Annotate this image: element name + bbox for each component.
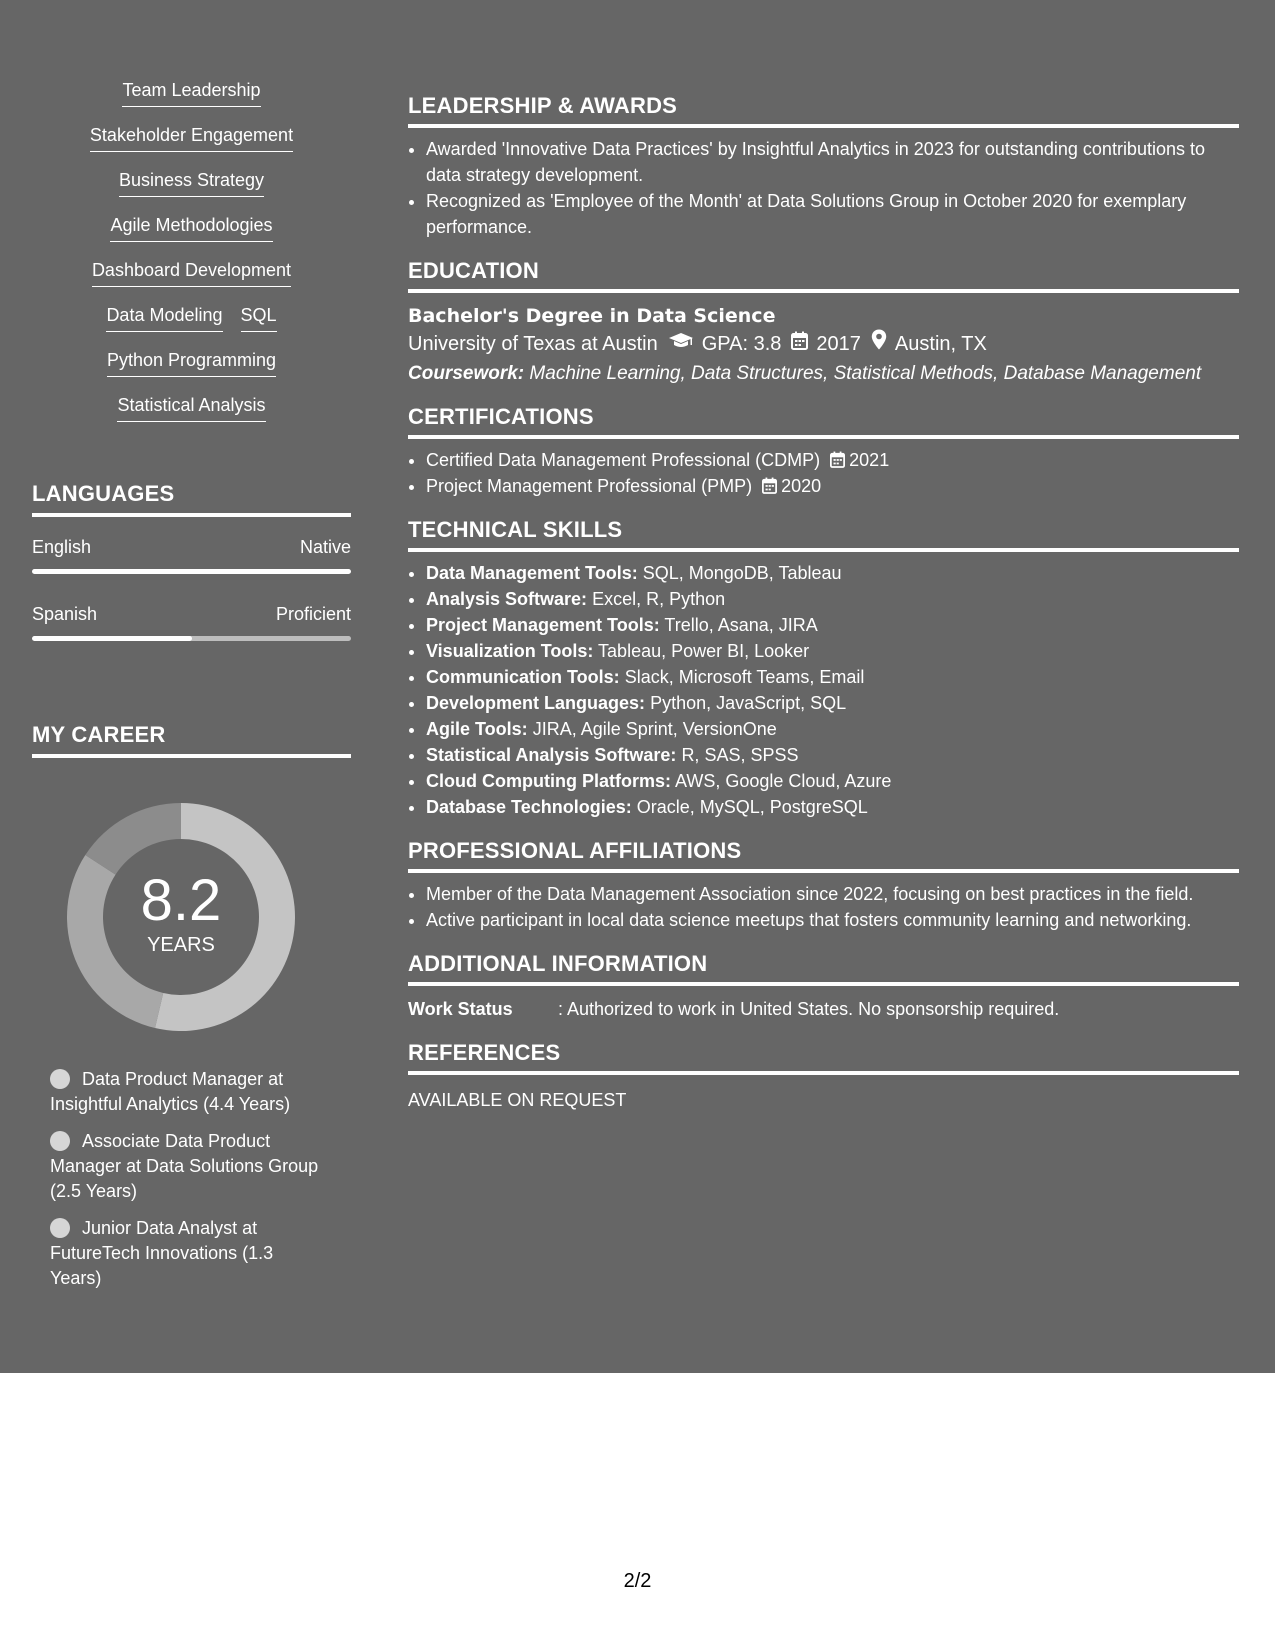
legend-dot-icon [50, 1131, 70, 1151]
language-level-bar [32, 569, 351, 574]
education-section [408, 258, 1239, 386]
technical-skill-value: Slack, Microsoft Teams, Email [624, 667, 865, 687]
skill-tag: SQL [241, 303, 277, 332]
technical-skill-item [426, 742, 1239, 768]
coursework-label: Coursework: [408, 363, 525, 384]
map-pin-icon [871, 329, 887, 359]
career-legend-item [50, 1067, 320, 1117]
technical-skill-label: Development Languages: [426, 693, 646, 713]
skill-tag: Python Programming [107, 348, 276, 377]
skill-tag-row [122, 78, 260, 123]
languages-section [32, 481, 351, 641]
certification-year [762, 476, 821, 496]
language-line [32, 602, 351, 626]
technical-skill-label: Communication Tools: [426, 667, 620, 687]
language-item [32, 602, 351, 641]
skill-tag-row [107, 348, 276, 393]
technical-skills-section [408, 517, 1239, 820]
skill-tag-row [90, 123, 293, 168]
certification-item [426, 473, 1239, 499]
leadership-section [408, 93, 1239, 240]
career-legend-text: Data Product Manager at Insightful Analytics (4.4 Years) [50, 1069, 291, 1114]
technical-skill-value: JIRA, Agile Sprint, VersionOne [532, 719, 777, 739]
language-level: Native [299, 537, 351, 557]
education-heading: EDUCATION [408, 258, 1239, 293]
education-location: Austin, TX [894, 333, 987, 355]
technical-skill-item [426, 560, 1239, 586]
career-legend-text: Associate Data Product Manager at Data Solutions Group (2.5 Years) [50, 1131, 319, 1201]
technical-skill-value: Tableau, Power BI, Looker [598, 641, 810, 661]
technical-skill-value: Oracle, MySQL, PostgreSQL [636, 797, 868, 817]
page-number: 2/2 [623, 1570, 652, 1592]
affiliation-item: • Active participant in local data science meetups that fosters community learning and networking. [426, 907, 1239, 933]
award-item: • Recognized as 'Employee of the Month' at Data Solutions Group in October 2020 for exemplary performance. [426, 188, 1239, 240]
career-legend-text: Junior Data Analyst at FutureTech Innovations (1.3 Years) [50, 1218, 274, 1288]
graduation-cap-icon [668, 329, 694, 359]
additional-info-heading: ADDITIONAL INFORMATION [408, 951, 1239, 986]
leadership-heading: LEADERSHIP & AWARDS [408, 93, 1239, 128]
certification-year-text: 2020 [781, 476, 822, 496]
technical-skill-item [426, 586, 1239, 612]
career-donut-chart [67, 803, 295, 1031]
career-legend-item [50, 1129, 320, 1204]
technical-skill-item [426, 690, 1239, 716]
main-content [408, 93, 1239, 1131]
education-degree: Bachelor's Degree in Data Science [408, 305, 776, 327]
skill-tag-row [117, 393, 265, 438]
skill-tag: Agile Methodologies [110, 213, 272, 242]
language-level: Proficient [275, 604, 351, 624]
technical-skill-label: Visualization Tools: [426, 641, 594, 661]
skill-tag: Stakeholder Engagement [90, 123, 293, 152]
technical-skill-value: Trello, Asana, JIRA [664, 615, 818, 635]
work-status-value: : Authorized to work in United States. No sponsorship required. [558, 999, 1060, 1019]
skill-tag: Dashboard Development [92, 258, 291, 287]
references-section [408, 1040, 1239, 1113]
languages-heading: LANGUAGES [32, 481, 351, 517]
legend-dot-icon [50, 1069, 70, 1089]
language-level-fill [32, 569, 351, 574]
certification-name: Certified Data Management Professional (CDMP) [426, 450, 821, 470]
technical-skill-label: Project Management Tools: [426, 615, 660, 635]
skill-tag-row [119, 168, 264, 213]
skill-tag: Data Modeling [106, 303, 222, 332]
skill-tag: Statistical Analysis [117, 393, 265, 422]
career-legend-item [50, 1216, 320, 1291]
career-total-unit: YEARS [147, 934, 215, 956]
education-school: University of Texas at Austin [408, 333, 658, 355]
affiliations-list [408, 881, 1239, 933]
technical-skills-heading: TECHNICAL SKILLS [408, 517, 1239, 552]
skills-list [32, 78, 351, 438]
languages-list [32, 535, 351, 641]
technical-skill-label: Cloud Computing Platforms: [426, 771, 671, 791]
technical-skill-label: Agile Tools: [426, 719, 528, 739]
education-gpa: GPA: 3.8 [701, 333, 782, 355]
references-heading: REFERENCES [408, 1040, 1239, 1075]
certifications-section [408, 404, 1239, 499]
certification-name: Project Management Professional (PMP) [426, 476, 753, 496]
coursework-value: Machine Learning, Data Structures, Statistical Methods, Database Management [529, 363, 1202, 384]
education-year: 2017 [816, 333, 861, 355]
technical-skill-value: R, SAS, SPSS [681, 745, 799, 765]
career-total-value: 8.2 [140, 868, 222, 933]
certifications-list [408, 447, 1239, 499]
language-name: Spanish [32, 604, 98, 624]
technical-skills-list [408, 560, 1239, 820]
technical-skill-item [426, 716, 1239, 742]
career-heading: MY CAREER [32, 722, 351, 758]
certification-year-text: 2021 [849, 450, 890, 470]
work-status-label: Work Status [408, 999, 513, 1019]
technical-skill-label: Database Technologies: [426, 797, 632, 817]
affiliations-section [408, 838, 1239, 933]
technical-skill-item [426, 768, 1239, 794]
skill-tag-row [106, 303, 276, 348]
certification-item [426, 447, 1239, 473]
affiliations-heading: PROFESSIONAL AFFILIATIONS [408, 838, 1239, 873]
technical-skill-item [426, 794, 1239, 820]
sidebar [32, 78, 351, 438]
calendar-icon [830, 451, 845, 468]
certification-year [830, 450, 889, 470]
language-item [32, 535, 351, 574]
education-meta [408, 329, 1239, 359]
skill-tag: Business Strategy [119, 168, 264, 197]
certifications-heading: CERTIFICATIONS [408, 404, 1239, 439]
references-text: AVAILABLE ON REQUEST [408, 1090, 627, 1110]
legend-dot-icon [50, 1218, 70, 1238]
award-item: • Awarded 'Innovative Data Practices' by Insightful Analytics in 2023 for outstanding contributions to data strategy development. [426, 136, 1239, 188]
donut-center [67, 803, 295, 1031]
technical-skill-value: Excel, R, Python [592, 589, 726, 609]
technical-skill-value: AWS, Google Cloud, Azure [675, 771, 892, 791]
language-name: English [32, 537, 92, 557]
language-line [32, 535, 351, 559]
skill-tag-row [92, 258, 291, 303]
language-level-fill [32, 636, 192, 641]
technical-skill-label: Statistical Analysis Software: [426, 745, 677, 765]
work-status-row [408, 996, 1239, 1022]
career-section [32, 722, 351, 1303]
calendar-icon [791, 329, 808, 359]
technical-skill-item [426, 664, 1239, 690]
skill-tag: Team Leadership [122, 78, 260, 107]
technical-skill-item [426, 638, 1239, 664]
affiliation-item: • Member of the Data Management Association since 2022, focusing on best practices in the field. [426, 881, 1239, 907]
technical-skill-item [426, 612, 1239, 638]
technical-skill-label: Data Management Tools: [426, 563, 638, 583]
technical-skill-value: Python, JavaScript, SQL [650, 693, 847, 713]
education-coursework [408, 361, 1239, 386]
calendar-icon [762, 477, 777, 494]
technical-skill-value: SQL, MongoDB, Tableau [642, 563, 842, 583]
skill-tag-row [110, 213, 272, 258]
language-level-bar [32, 636, 351, 641]
leadership-list [408, 136, 1239, 240]
additional-info-section [408, 951, 1239, 1022]
career-legend [50, 1067, 320, 1291]
technical-skill-label: Analysis Software: [426, 589, 588, 609]
